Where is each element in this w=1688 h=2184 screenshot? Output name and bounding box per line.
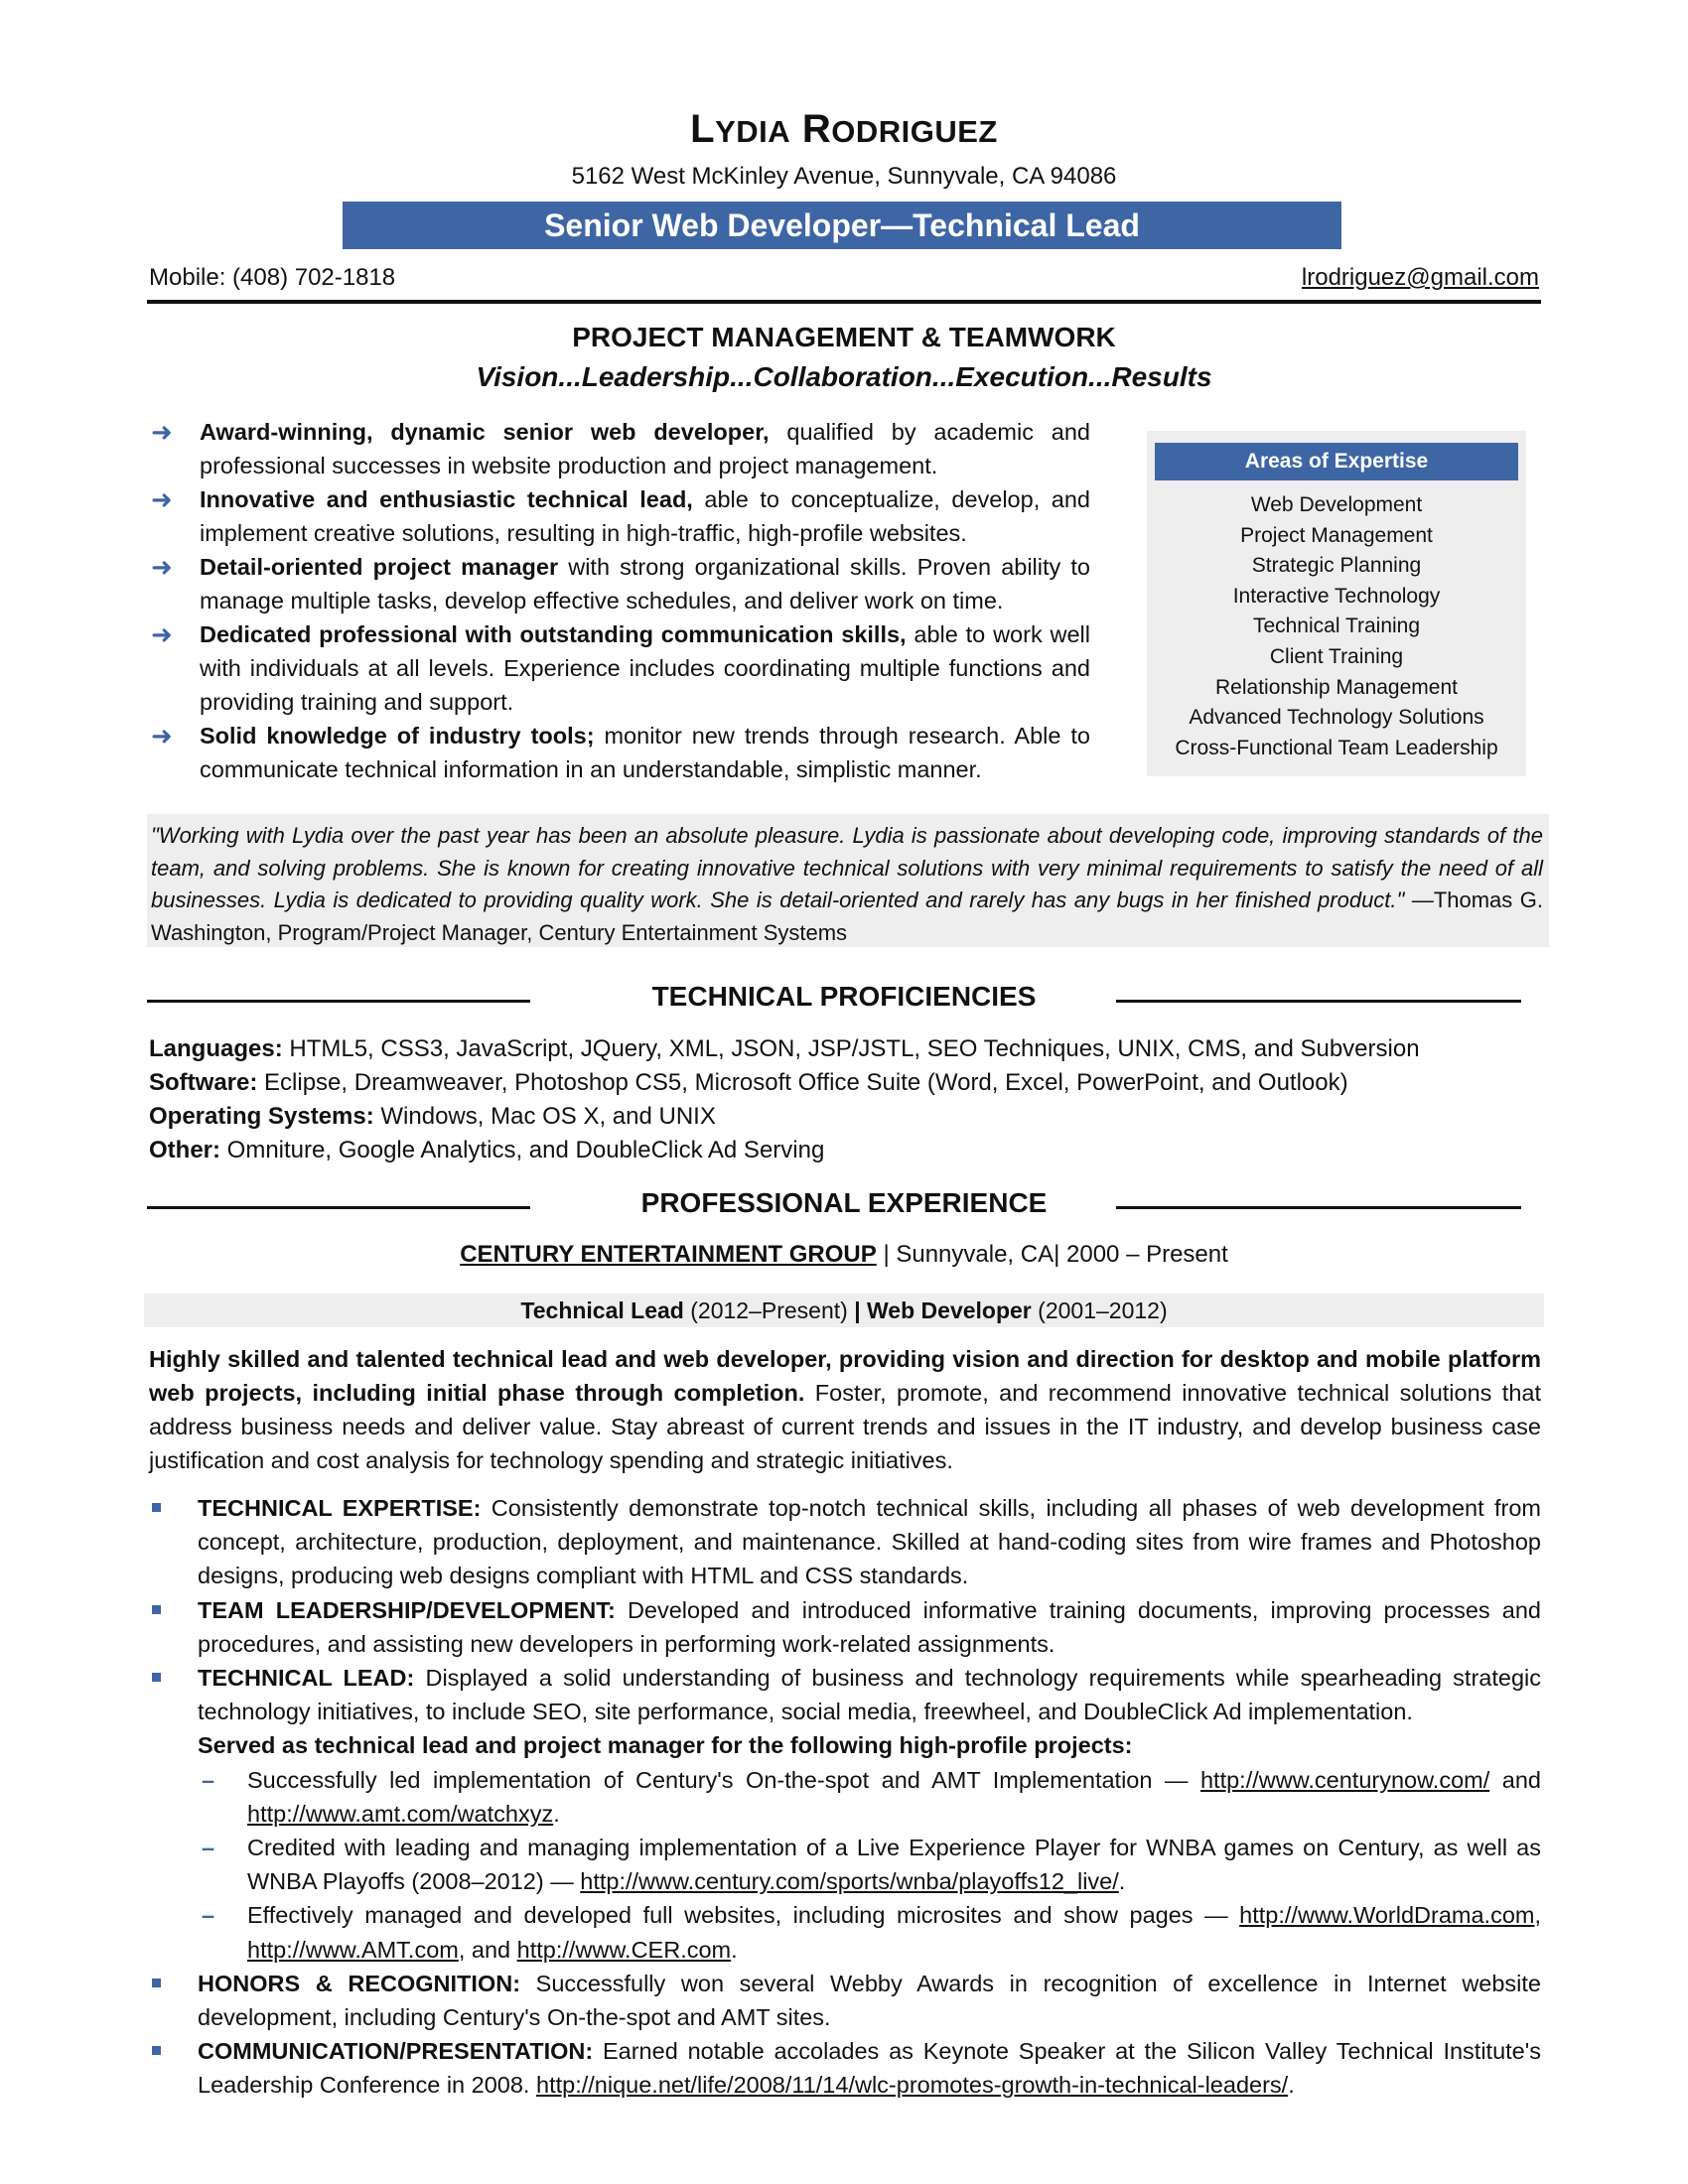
square-bullet-icon (152, 1605, 161, 1614)
experience-item: TECHNICAL LEAD: Displayed a solid understanding of business and technology requirements while spearheading strategic technology initiatives, to include SEO, site performance, social media, freewheel, and DoubleClick Ad implementation. Served as technical lead and project manager for the following high-profile projects: (149, 1661, 1541, 1763)
testimonial-quote (147, 814, 1549, 947)
arrow-right-icon: ➜ (151, 484, 173, 514)
section-rule-right (1116, 1000, 1521, 1003)
square-bullet-icon (152, 1979, 161, 1987)
experience-item: TECHNICAL EXPERTISE: Consistently demonstrate top-notch technical skills, including all phases of web development from concept, architecture, production, deployment, and maintenance. Skilled at hand-coding sites from wire frames and Photoshop designs, producing web designs compliant with HTML and CSS standards. (149, 1491, 1541, 1593)
company-name: CENTURY ENTERTAINMENT GROUP (460, 1241, 877, 1268)
tech-row: Software: Eclipse, Dreamweaver, Photoshop CS5, Microsoft Office Suite (Word, Excel, PowerPoint, and Outlook) (149, 1069, 1348, 1096)
expertise-heading: Areas of Expertise (1155, 443, 1518, 480)
expertise-item: Technical Training (1252, 614, 1421, 638)
expertise-item: Relationship Management (1215, 675, 1458, 699)
experience-item: COMMUNICATION/PRESENTATION: Earned notable accolades as Keynote Speaker at the Silicon Valley Technical Institute's Leadership Conference in 2008. http://nique.net/life/2008/11/14/wlc-promotes-growth-in-technical-leaders/. (149, 2034, 1541, 2102)
profile-bullet: ➜ Award-winning, dynamic senior web developer, qualified by academic and professional successes in website production and project management. (151, 417, 1090, 478)
link[interactable]: http://www.CER.com (516, 1936, 732, 1963)
expertise-item: Web Development (1250, 493, 1423, 516)
title-banner: Senior Web Developer—Technical Lead (343, 202, 1341, 249)
link[interactable]: http://nique.net/life/2008/11/14/wlc-promotes-growth-in-technical-leaders/ (536, 2072, 1289, 2099)
square-bullet-icon (152, 1503, 161, 1512)
expertise-item: Project Management (1240, 523, 1433, 547)
section-rule-right (1116, 1206, 1521, 1209)
arrow-right-icon: ➜ (151, 417, 173, 447)
contact-row (147, 264, 1541, 298)
address: 5162 West McKinley Avenue, Sunnyvale, CA 94086 (571, 163, 1117, 190)
role-bar: Technical Lead (2012–Present) | Web Developer (2001–2012) (144, 1294, 1544, 1327)
profile-bullet: ➜ Detail-oriented project manager with strong organizational skills. Proven ability to manage multiple tasks, develop effective schedules, and deliver work on time. (151, 552, 1090, 614)
areas-of-expertise-panel (1147, 431, 1526, 776)
link[interactable]: http://www.centurynow.com/ (1199, 1766, 1490, 1793)
technical-list (149, 1032, 1539, 1167)
link[interactable]: http://www.AMT.com (247, 1936, 459, 1963)
expertise-item: Cross-Functional Team Leadership (1175, 736, 1498, 759)
profile-heading: PROJECT MANAGEMENT & TEAMWORK (572, 322, 1116, 352)
email-link[interactable]: lrodriguez@gmail.com (1301, 264, 1539, 291)
expertise-item: Interactive Technology (1232, 584, 1441, 608)
experience-summary: Highly skilled and talented technical lead and web developer, providing vision and direction for desktop and mobile platform web projects, including initial phase through completion. Foster, promote, and recommend innovative technical solutions that address business needs and deliver value. Stay abreast of current trends and issues in the IT industry, and develop business case justification and cost analysis for technology spending and strategic initiatives. (149, 1346, 1541, 1473)
arrow-right-icon: ➜ (151, 619, 173, 649)
profile-tagline: Vision...Leadership...Collaboration...Execution...Results (476, 361, 1212, 392)
expertise-list (1147, 490, 1526, 763)
link[interactable]: http://www.amt.com/watchxyz (247, 1800, 554, 1827)
dash-bullet-icon: – (202, 1835, 215, 1861)
dash-bullet-icon: – (202, 1766, 215, 1793)
technical-section-header (0, 981, 1688, 1021)
resume-name: LYDIA RODRIGUEZ (690, 107, 998, 151)
dash-bullet-icon: – (202, 1902, 215, 1929)
experience-item: TEAM LEADERSHIP/DEVELOPMENT: Developed and introduced informative training documents, improving processes and procedures, and assisting new developers in performing work-related assignments. (149, 1593, 1541, 1661)
quote-attribution: —Thomas G. Washington, Program/Project Manager, Century Entertainment Systems (151, 887, 1543, 945)
tech-row: Operating Systems: Windows, Mac OS X, and UNIX (149, 1103, 716, 1130)
header-divider (147, 300, 1541, 304)
square-bullet-icon (152, 1673, 161, 1682)
experience-bullets (149, 1491, 1541, 2103)
link[interactable]: http://www.WorldDrama.com (1239, 1902, 1535, 1929)
expertise-item: Client Training (1269, 644, 1404, 668)
project-item: – Credited with leading and managing implementation of a Live Experience Player for WNBA games on Century, as well as WNBA Playoffs (2008–2012) — http://www.century.com/sports/wnba/playoffs12_live/. (149, 1831, 1541, 1898)
square-bullet-icon (152, 2046, 161, 2055)
profile-bullet: ➜ Solid knowledge of industry tools; monitor new trends through research. Able to communicate technical information in an understandable, simplistic manner. (151, 721, 1090, 782)
arrow-right-icon: ➜ (151, 721, 173, 751)
arrow-right-icon: ➜ (151, 552, 173, 582)
tech-row: Languages: HTML5, CSS3, JavaScript, JQuery, XML, JSON, JSP/JSTL, SEO Techniques, UNIX, CMS, and Subversion (149, 1035, 1420, 1062)
expertise-item: Strategic Planning (1251, 554, 1422, 578)
quote-text: "Working with Lydia over the past year has been an absolute pleasure. Lydia is passionate about developing code, improving standards of the team, and solving problems. She is known for creating innovative technical solutions with very minimal requirements to satisfy the need of all businesses. Lydia is dedicated to providing quality work. She is detail-oriented and rarely has any bugs in her finished product." (151, 823, 1543, 912)
profile-bullet: ➜ Innovative and enthusiastic technical lead, able to conceptualize, develop, and implement creative solutions, resulting in high-traffic, high-profile websites. (151, 484, 1090, 546)
company-details: | Sunnyvale, CA| 2000 – Present (876, 1241, 1228, 1268)
project-item: – Successfully led implementation of Century's On-the-spot and AMT Implementation — http://www.centurynow.com/ and http://www.amt.com/watchxyz. (149, 1763, 1541, 1831)
mobile-number: Mobile: (408) 702-1818 (149, 264, 396, 291)
profile-bullets (151, 415, 1090, 786)
company-line (0, 1241, 1688, 1269)
project-item: – Effectively managed and developed full websites, including microsites and show pages — http://www.WorldDrama.com, http://www.AMT.com, and http://www.CER.com. (149, 1898, 1541, 1966)
link[interactable]: http://www.century.com/sports/wnba/playoffs12_live/ (580, 1868, 1119, 1895)
expertise-item: Advanced Technology Solutions (1189, 706, 1484, 730)
profile-bullet: ➜ Dedicated professional with outstanding communication skills, able to work well with individuals at all levels. Experience includes coordinating multiple functions and providing training and support. (151, 619, 1090, 715)
experience-item: HONORS & RECOGNITION: Successfully won several Webby Awards in recognition of excellence in Internet website development, including Century's On-the-spot and AMT sites. (149, 1967, 1541, 2034)
tech-row: Other: Omniture, Google Analytics, and DoubleClick Ad Serving (149, 1137, 825, 1163)
experience-heading: PROFESSIONAL EXPERIENCE (640, 1187, 1048, 1218)
experience-section-header (0, 1187, 1688, 1227)
technical-heading: TECHNICAL PROFICIENCIES (651, 981, 1037, 1012)
